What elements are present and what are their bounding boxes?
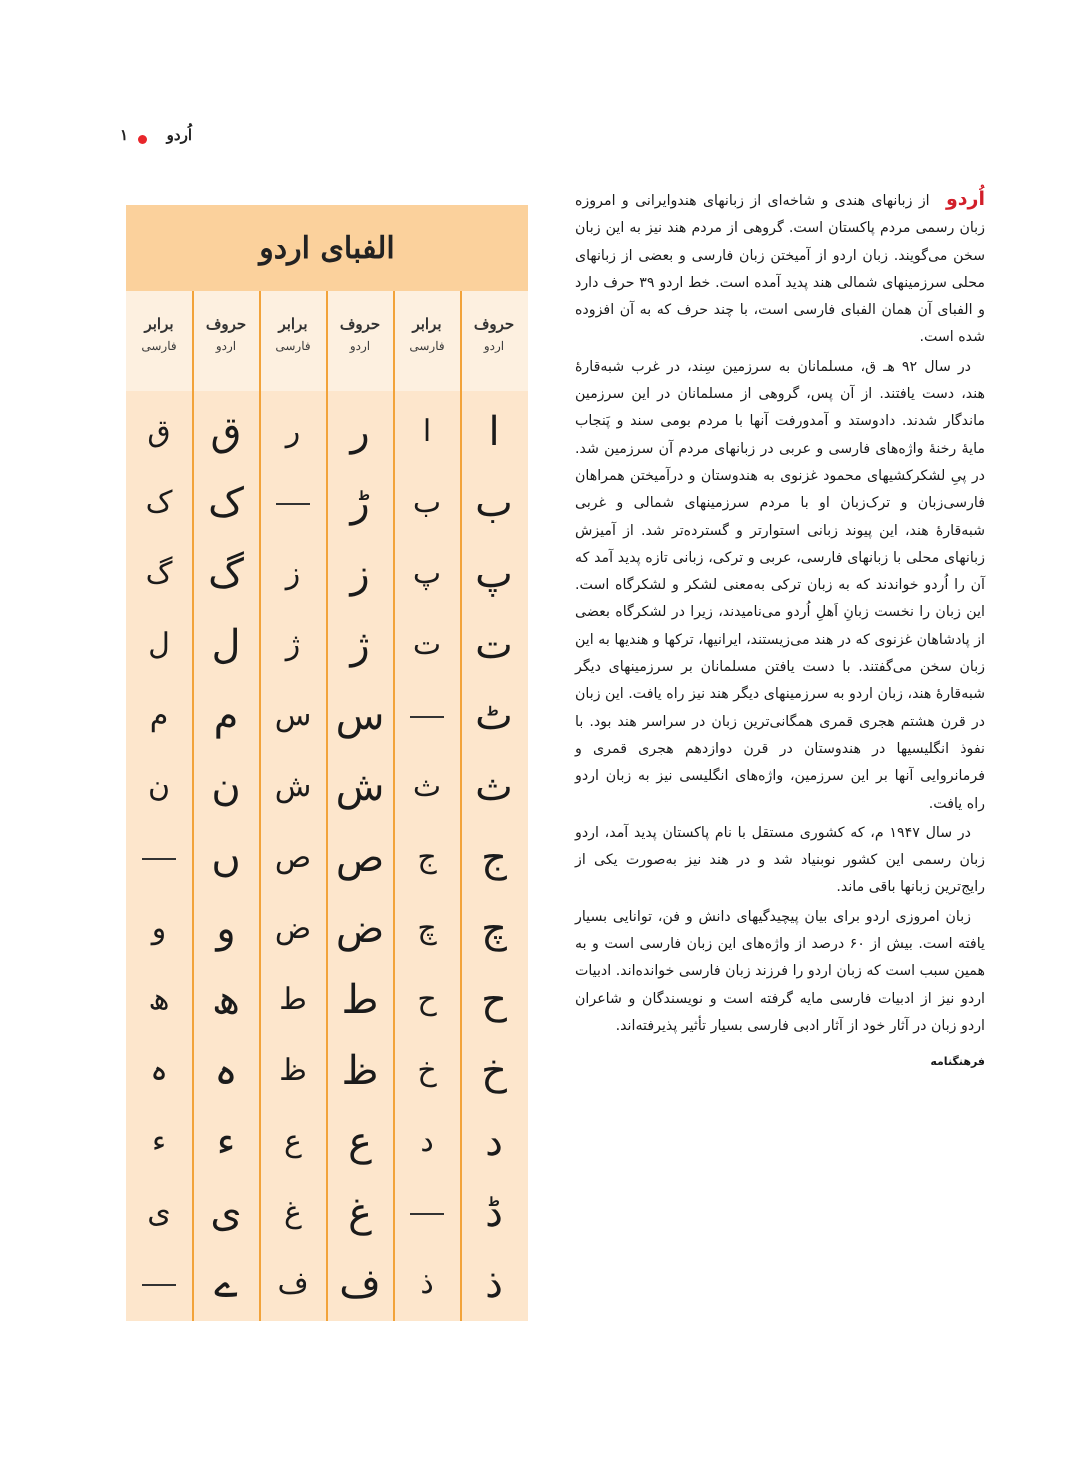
urdu-letter-cell: ے (214, 1261, 238, 1307)
urdu-letter-cell: پ (475, 551, 513, 597)
column-header-sub: فارسی (275, 339, 311, 353)
urdu-letter-cell: ء (216, 1119, 236, 1165)
article (575, 186, 985, 1076)
urdu-letter-cell: ٹ (475, 693, 513, 739)
column-header-main: برابر (412, 315, 442, 333)
urdu-letter-cell: ک (208, 480, 244, 526)
column-header-main: حروف (205, 315, 247, 333)
urdu-letter-cell: ظ (341, 1048, 379, 1094)
urdu-letter-cell: ز (350, 551, 370, 597)
persian-equivalent-cell: م (149, 698, 169, 733)
persian-equivalent-cell: ح (417, 982, 437, 1017)
persian-equivalent-cell: ف (277, 1266, 309, 1301)
persian-equivalent-cell: ط (279, 982, 307, 1017)
article-paragraph-1 (575, 186, 985, 352)
persian-equivalent-cell: د (420, 1124, 434, 1159)
persian-equivalent-cell: ن (147, 769, 171, 804)
persian-equivalent-cell (126, 1249, 192, 1319)
urdu-letter-cell: ر (350, 409, 370, 455)
column-header (461, 313, 527, 357)
urdu-letter-cell: ع (348, 1119, 372, 1165)
column-header-sub: فارسی (141, 339, 177, 353)
table-title: الفبای اردو (126, 205, 528, 291)
urdu-letter-cell: ڈ (485, 1190, 503, 1236)
urdu-letter-cell: ص (335, 835, 385, 881)
header-title: اُردو (166, 126, 192, 144)
urdu-letter-cell: ذ (485, 1261, 503, 1307)
persian-equivalent-cell: ی (147, 1195, 171, 1230)
persian-equivalent-cell (260, 468, 326, 538)
urdu-letter-cell: خ (481, 1048, 507, 1094)
bullet-dot-icon (138, 135, 147, 144)
urdu-letter-cell: ب (475, 480, 513, 526)
persian-equivalent-cell: ص (274, 840, 312, 875)
urdu-letter-cell: ج (481, 835, 507, 881)
persian-equivalent-cell: و (151, 911, 167, 946)
persian-equivalent-cell: ض (274, 911, 312, 946)
page-header (118, 122, 198, 152)
persian-equivalent-cell: غ (284, 1195, 302, 1230)
persian-equivalent-cell: ت (412, 627, 442, 662)
column-header-sub: اردو (215, 339, 237, 353)
urdu-letter-cell: ش (335, 764, 385, 810)
persian-equivalent-cell: ء (151, 1124, 167, 1159)
persian-equivalent-cell (394, 681, 460, 751)
persian-equivalent-cell: س (274, 698, 312, 733)
column-header-main: حروف (339, 315, 381, 333)
urdu-letter-cell: و (216, 906, 236, 952)
persian-equivalent-cell: ھ (148, 982, 170, 1017)
urdu-letter-cell: ت (475, 622, 513, 668)
column-header (394, 313, 460, 357)
column-header-main: برابر (278, 315, 308, 333)
persian-equivalent-cell (126, 823, 192, 893)
persian-equivalent-cell: ش (274, 769, 312, 804)
persian-equivalent-cell: ژ (285, 627, 301, 662)
persian-equivalent-cell: ا (422, 414, 432, 449)
urdu-letter-cell: ھ (212, 977, 240, 1023)
urdu-letter-cell: ق (210, 409, 242, 455)
column-header (260, 313, 326, 357)
persian-equivalent-cell: ع (284, 1124, 302, 1159)
urdu-letter-cell: ن (211, 764, 241, 810)
urdu-letter-cell: ض (335, 906, 385, 952)
persian-equivalent-cell: ث (412, 769, 442, 804)
urdu-letter-cell: ث (475, 764, 513, 810)
article-paragraph-3: در سال ۱۹۴۷ م، که کشوری مستقل با نام پاکستان پدید آمد، اردو زبان رسمی این کشور نوبنیاد شد و در هند نیز به‌صورت یکی از رایج‌ترین زبانها باقی ماند. (575, 824, 985, 896)
no-equivalent-dash (276, 503, 310, 505)
urdu-letter-cell: چ (481, 906, 507, 952)
persian-equivalent-cell: ز (285, 556, 301, 591)
persian-equivalent-cell: ظ (279, 1053, 307, 1088)
column-header (126, 313, 192, 357)
column-header (327, 313, 393, 357)
article-paragraph-2: در سال ۹۲ هـ ق، مسلمانان به سرزمین سِند، در غرب شبه‌قارهٔ هند، دست یافتند. از آن پس، گروهی از مسلمانان در این سرزمین ماندگار شدند. دادوستد و آمدورفت آنها با مردم بومی سند و پَنجاب مایهٔ رخنهٔ واژه‌های فارسی و عربی در زبانهای مردم آن سرزمین شد. در پیِ لشکرکشیهای محمود غزنوی به هندوستان و درآمیختن همراهان فارسی‌زبان و ترک‌زبان او با مردم سرزمینهای شمالی و غربی شبه‌قارهٔ هند، این پیوند زبانی استوارتر و گسترده‌تر شد. از آمیزش زبانهای محلی با زبانهای فارسی، عربی و ترکی، زبانی تازه پدید آمد که آن را اُردو خواندند که به زبان ترکی به‌معنی لشکر و لشکرگاه است. این زبان را نخست زبانِ اَهلِ اُردو می‌نامیدند، زیرا در لشکرگاه بعضی از پادشاهان غزنوی که در هند می‌زیستند، ایرانیها، ترکها و هندیها به این زبان سخن می‌گفتند. با دست یافتن مسلمانان بر سرزمینهای دیگر شبه‌قارهٔ هند، زبان اردو به سرزمینهای دیگر هند نیز راه یافت. این زبان در قرن هشتم هجری قمری همگانی‌ترین زبان در سراسر هند بود. با نفوذ انگلیسیها در هندوستان در قرن دوازدهم هجری قمری و فرمانروایی آنها بر این سرزمین، واژه‌های انگلیسی نیز به زبان اردو راه یافت. (575, 358, 985, 812)
urdu-letter-cell: د (485, 1119, 503, 1165)
no-equivalent-dash (142, 858, 176, 860)
urdu-letter-cell: گ (208, 551, 244, 597)
urdu-letter-cell: ا (488, 409, 500, 455)
no-equivalent-dash (410, 1213, 444, 1215)
column-header-main: حروف (473, 315, 515, 333)
persian-equivalent-cell: چ (417, 911, 437, 946)
column-header-main: برابر (144, 315, 174, 333)
column-header-sub: اردو (483, 339, 505, 353)
article-source: فرهنگنامه (930, 1055, 985, 1069)
urdu-alphabet-table (126, 205, 528, 1321)
paragraph-1-text: از زبانهای هندی و شاخه‌ای از زبانهای هندوایرانی و امروزه زبان رسمی مردم پاکستان است. گروهی از مردم هند نیز به این زبان سخن می‌گویند. زبان اردو از آمیختن زبان فارسی و بعضی از زبانهای محلی سرزمینهای شمالی هند پدید آمده است. خط اردو ۳۹ حرف دارد و الفبای آن همان الفبای فارسی است، با چند حرف که به آن افزوده شده است. (575, 193, 985, 346)
article-heading: اُردو (945, 188, 985, 210)
urdu-letter-cell: ل (211, 622, 241, 668)
urdu-letter-cell: م (213, 693, 239, 739)
persian-equivalent-cell: ب (412, 485, 442, 520)
persian-equivalent-cell: ق (147, 414, 171, 449)
urdu-letter-cell: ہ (214, 1048, 238, 1094)
persian-equivalent-cell (394, 1178, 460, 1248)
persian-equivalent-cell: خ (417, 1053, 437, 1088)
urdu-letter-cell: س (335, 693, 385, 739)
persian-equivalent-cell: پ (412, 556, 442, 591)
persian-equivalent-cell: ہ (150, 1053, 168, 1088)
urdu-letter-cell: ں (211, 835, 241, 881)
persian-equivalent-cell: ل (148, 627, 170, 662)
urdu-letter-cell: ف (339, 1261, 381, 1307)
column-header-sub: اردو (349, 339, 371, 353)
persian-equivalent-cell: ر (285, 414, 301, 449)
persian-equivalent-cell: گ (145, 556, 173, 591)
persian-equivalent-cell: ک (145, 485, 173, 520)
urdu-letter-cell: ح (481, 977, 507, 1023)
page-number: ۱ (120, 126, 129, 144)
persian-equivalent-cell: ج (417, 840, 437, 875)
urdu-letter-cell: ژ (350, 622, 370, 668)
no-equivalent-dash (410, 716, 444, 718)
no-equivalent-dash (142, 1284, 176, 1286)
urdu-letter-cell: غ (348, 1190, 372, 1236)
column-header (193, 313, 259, 357)
article-paragraph-4: زبان امروزی اردو برای بیان پیچیدگیهای دانش و فن، توانایی بسیار یافته است. بیش از ۶۰ درصد از واژه‌های این زبان فارسی است و به همین سبب است که زبان اردو را فرزند زبان فارسی خوانده‌اند. ادبیات اردو نیز از ادبیات فارسی مایه گرفته است و نویسندگان و شاعران اردو زبان در آثار خود از آثار ادبی فارسی بسیار تأثیر پذیرفته‌اند. (575, 908, 985, 1034)
column-header-sub: فارسی (409, 339, 445, 353)
urdu-letter-cell: ڑ (350, 480, 370, 526)
urdu-letter-cell: ط (341, 977, 379, 1023)
urdu-letter-cell: ی (210, 1190, 242, 1236)
persian-equivalent-cell: ذ (420, 1266, 434, 1301)
